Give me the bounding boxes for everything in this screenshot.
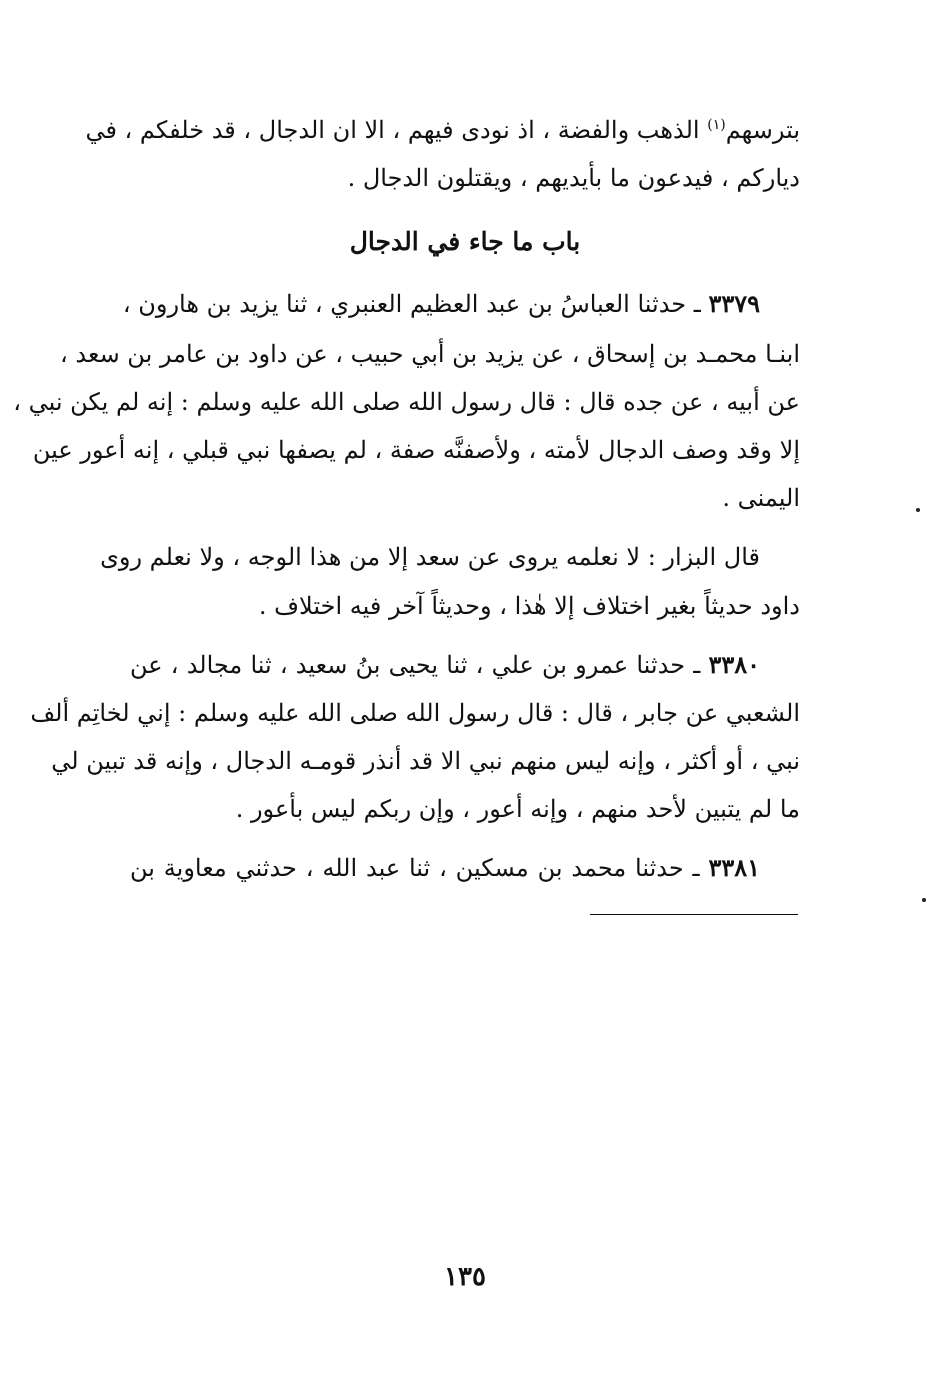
text-span: ـ حدثنا العباسُ بن عبد العظيم العنبري ، ثنا يزيد بن هارون ، [122, 290, 709, 318]
text-span: ـ حدثنا محمد بن مسكين ، ثنا عبد الله ، حدثني معاوية بن [130, 854, 709, 882]
hadith-number: ٣٣٨٠ [708, 650, 760, 679]
hadith-3381-line-1 [130, 848, 800, 888]
text-span: ـ حدثنا عمرو بن علي ، ثنا يحيى بنُ سعيد ، ثنا مجالد ، عن [130, 651, 709, 679]
hadith-3379-line-1 [122, 284, 800, 324]
bazzar-comment-line-2: داود حديثاً بغير اختلاف إلا هٰذا ، وحديثاً آخر فيه اختلاف . [258, 592, 800, 620]
footnote-marker: (١) [707, 117, 726, 133]
hadith-3380-line-3: نبي ، أو أكثر ، وإنه ليس منهم نبي الا قد أنذر قومـه الدجال ، وإنه قد تبين لي [51, 747, 800, 775]
hadith-3379-line-4: إلا وقد وصف الدجال لأمته ، ولأصفنَّه صفة ، لم يصفها نبي قبلي ، إنه أعور عين [32, 436, 800, 464]
scan-speck [916, 508, 920, 512]
hadith-number: ٣٣٨١ [708, 853, 760, 882]
hadith-3379-line-5: اليمنى . [722, 484, 800, 512]
text-line [85, 110, 800, 150]
footnote-separator [590, 914, 798, 915]
text-span: بترسهم [725, 116, 800, 144]
hadith-3380-line-2: الشعبي عن جابر ، قال : قال رسول الله صلى الله عليه وسلم : إني لخاتِم ألف [30, 699, 800, 727]
text-span: قال البزار : لا نعلمه يروى عن سعد إلا من هذا الوجه ، ولا نعلم روى [100, 543, 760, 571]
hadith-3380-line-4: ما لم يتبين لأحد منهم ، وإنه أعور ، وإن ربكم ليس بأعور . [235, 795, 800, 823]
hadith-3379-line-2: ابنـا محمـد بن إسحاق ، عن يزيد بن أبي حبيب ، عن داود بن عامر بن سعد ، [60, 340, 800, 368]
hadith-3380-line-1 [130, 645, 800, 685]
scan-speck [922, 898, 926, 902]
hadith-number: ٣٣٧٩ [708, 289, 760, 318]
text-line: دياركم ، فيدعون ما بأيديهم ، ويقتلون الدجال . [347, 164, 800, 192]
hadith-3379-line-3: عن أبيه ، عن جده قال : قال رسول الله صلى الله عليه وسلم : إنه لم يكن نبي ، [13, 388, 800, 416]
page-number: ١٣٥ [444, 1262, 486, 1292]
section-heading: باب ما جاء في الدجال [349, 227, 581, 256]
bazzar-comment-line-1 [100, 537, 800, 577]
text-span: الذهب والفضة ، اذ نودى فيهم ، الا ان الدجال ، قد خلفكم ، في [85, 116, 708, 144]
